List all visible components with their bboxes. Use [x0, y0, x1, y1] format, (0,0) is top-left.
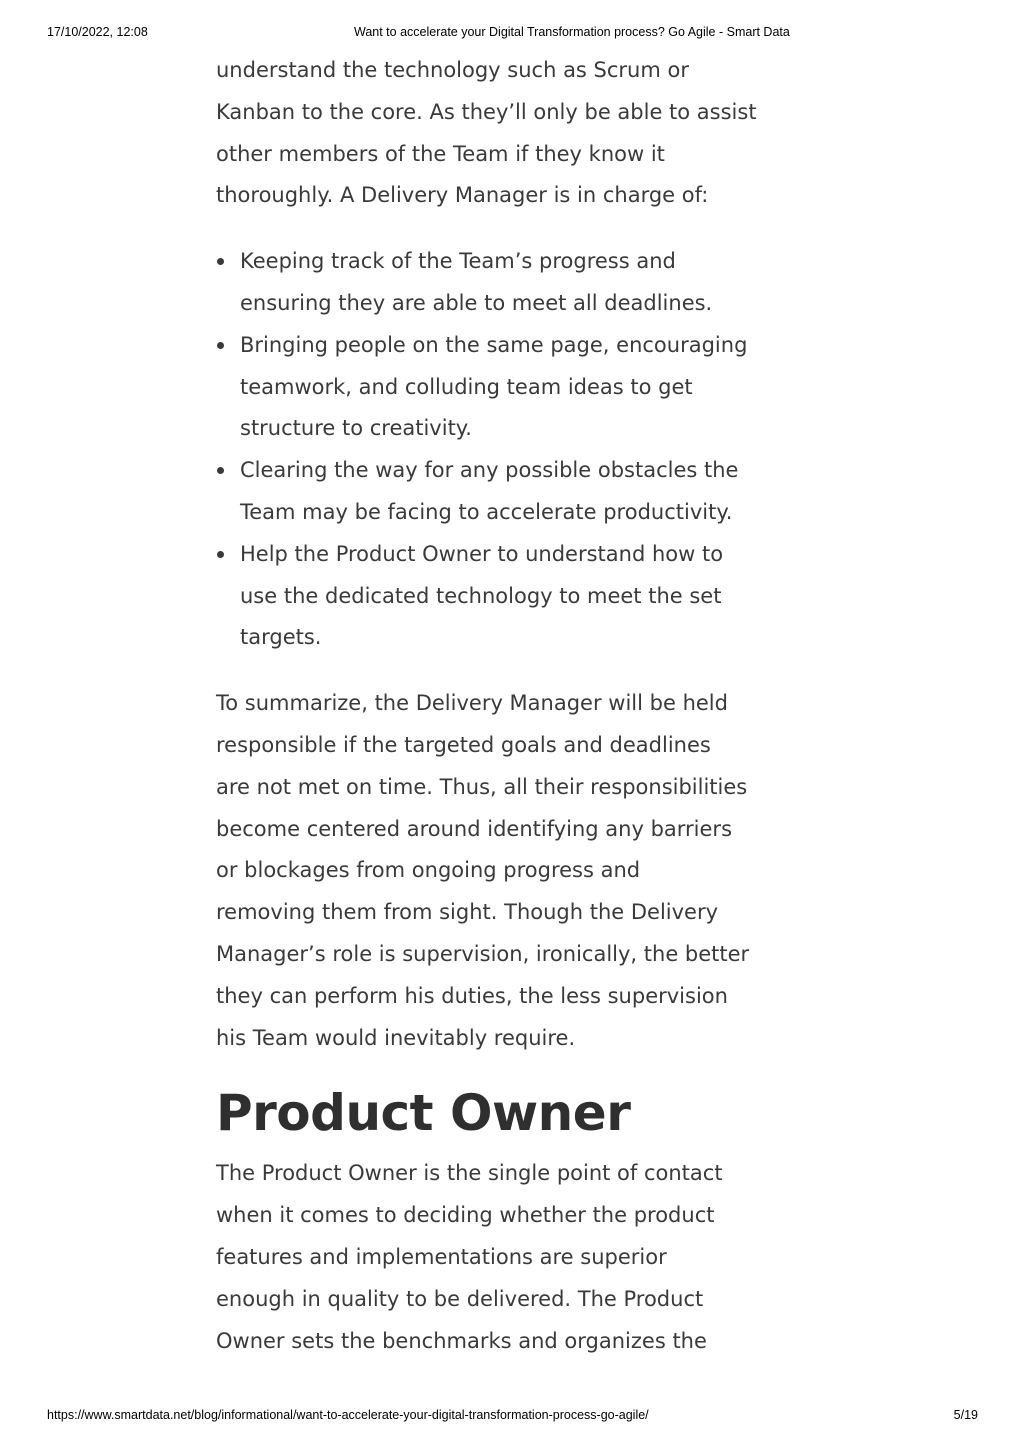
section-heading-product-owner: Product Owner	[216, 1084, 631, 1143]
list-item: Help the Product Owner to understand how to use the dedicated technology to meet the set targets.	[216, 534, 816, 659]
print-header	[0, 25, 1024, 41]
print-datetime: 17/10/2022, 12:08	[47, 25, 148, 39]
responsibilities-list	[216, 241, 816, 659]
list-item: Clearing the way for any possible obstacles the Team may be facing to accelerate productivity.	[216, 450, 816, 534]
product-owner-paragraph: The Product Owner is the single point of contact when it comes to deciding whether the product features and implementations are superior enough in quality to be delivered. The Product Owner sets the benchmarks and organizes the	[216, 1161, 723, 1353]
print-url: https://www.smartdata.net/blog/informational/want-to-accelerate-your-digital-transformation-process-go-agile/	[47, 1408, 649, 1422]
intro-paragraph: understand the technology such as Scrum or Kanban to the core. As they’ll only be able to assist other members of the Team if they know it thoroughly. A Delivery Manager is in charge of:	[216, 58, 757, 208]
list-item: Bringing people on the same page, encouraging teamwork, and colluding team ideas to get structure to creativity.	[216, 325, 816, 450]
page-number: 5/19	[953, 1408, 978, 1422]
list-item: Keeping track of the Team’s progress and ensuring they are able to meet all deadlines.	[216, 241, 816, 325]
summary-paragraph: To summarize, the Delivery Manager will be held responsible if the targeted goals and deadlines are not met on time. Thus, all their responsibilities become centered around identifying any barriers or blockages from ongoing progress and removing them from sight. Though the Delivery Manager’s role is supervision, ironically, the better they can perform his duties, the less supervision his Team would inevitably require.	[216, 691, 750, 1050]
article-content	[216, 50, 816, 1362]
print-page-title: Want to accelerate your Digital Transformation process? Go Agile - Smart Data	[354, 25, 790, 39]
print-footer	[0, 1408, 1024, 1424]
